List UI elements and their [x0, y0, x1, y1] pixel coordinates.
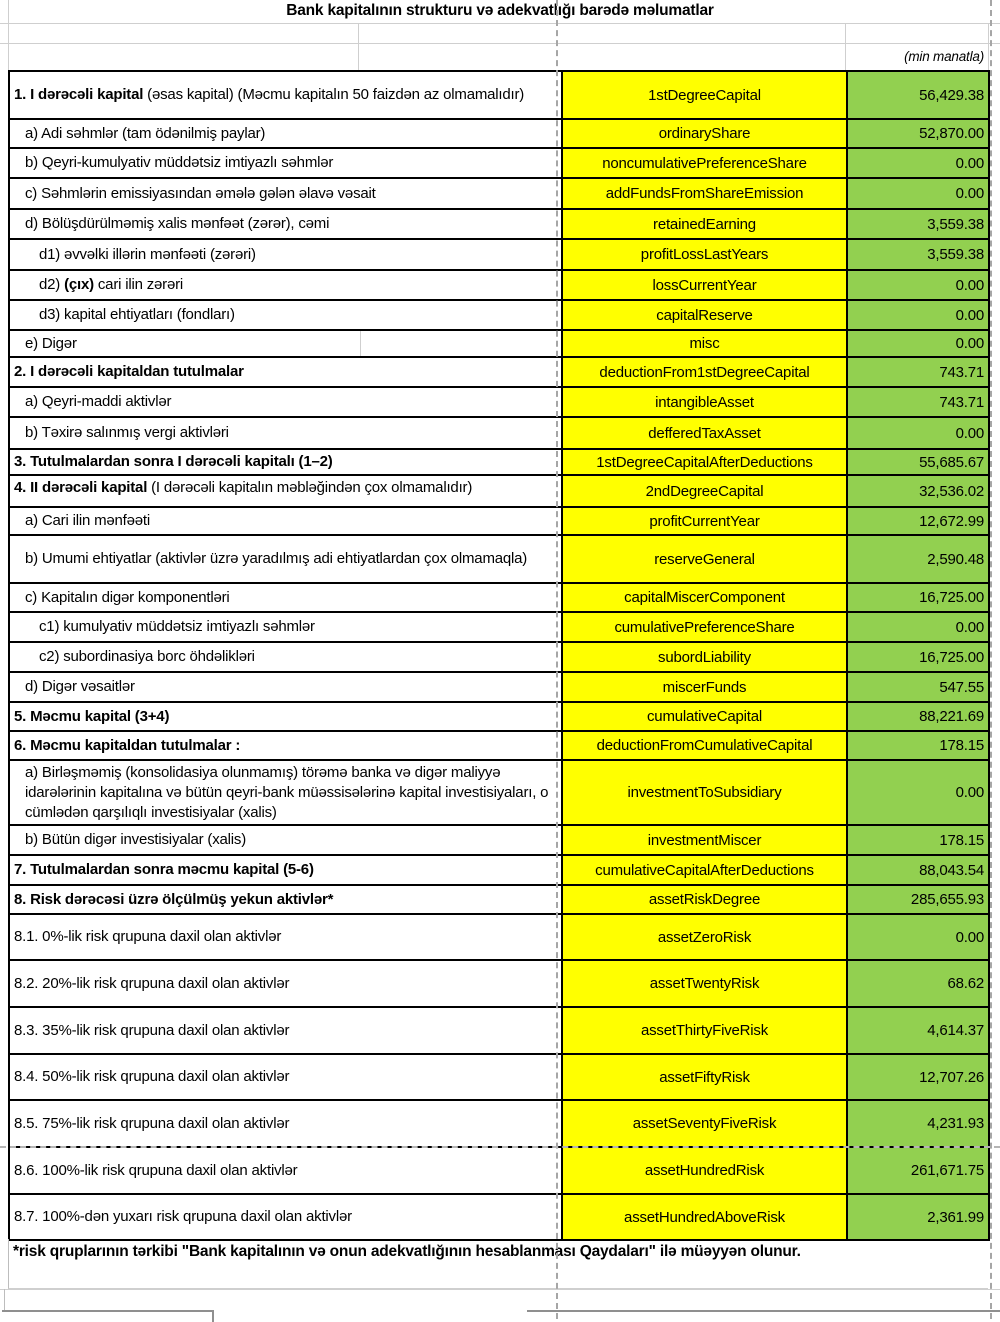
page-break-vertical	[556, 0, 558, 1319]
row-value: 0.00	[848, 418, 990, 448]
row-code: noncumulativePreferenceShare	[561, 149, 848, 177]
row-description-text: b) Qeyri-kumulyativ müddətsiz imtiyazlı səhmlər	[25, 154, 334, 171]
row-description-text: b) Təxirə salınmış vergi aktivləri	[25, 424, 229, 441]
gridline	[358, 23, 359, 70]
row-description-text: 8.2. 20%-lik risk qrupuna daxil olan aktivlər	[14, 974, 290, 992]
row-value: 68.62	[848, 961, 990, 1006]
row-description-text: d) Digər vəsaitlər	[25, 678, 135, 695]
table-row	[10, 331, 990, 358]
row-code: cumulativePreferenceShare	[561, 613, 848, 641]
row-description	[10, 961, 561, 1006]
row-description-text: (əsas kapital) (Məcmu kapitalın 50 faizdən az olmamalıdır)	[143, 86, 525, 103]
table-row	[10, 536, 990, 584]
row-description	[10, 856, 561, 884]
row-description	[10, 210, 561, 238]
row-description-text: 8.4. 50%-lik risk qrupuna daxil olan aktivlər	[14, 1068, 290, 1085]
row-description	[10, 301, 561, 329]
row-description-text: b) Umumi ehtiyatlar (aktivlər üzrə yaradılmış adi ehtiyatlardan çox olmamaqla)	[25, 550, 528, 567]
row-description	[10, 886, 561, 913]
row-description	[10, 703, 561, 730]
row-description-text: d1) əvvəlki illərin mənfəəti (zərəri)	[39, 245, 256, 263]
row-description	[10, 388, 561, 416]
row-description	[10, 673, 561, 701]
row-code: assetRiskDegree	[561, 886, 848, 913]
table-row	[10, 1008, 990, 1055]
row-value: 3,559.38	[848, 240, 990, 269]
table-row	[10, 301, 990, 331]
table-row	[10, 584, 990, 613]
row-description-text: a) Cari ilin mənfəəti	[25, 512, 151, 529]
row-description	[10, 584, 561, 611]
table-row	[10, 1148, 990, 1195]
table-row	[10, 703, 990, 732]
row-description-text: 8.7. 100%-dən yuxarı risk qrupuna daxil olan aktivlər	[14, 1208, 352, 1225]
table-row	[10, 508, 990, 536]
table-row	[10, 418, 990, 450]
row-code: assetHundredRisk	[561, 1148, 848, 1193]
row-value: 178.15	[848, 826, 990, 854]
table-row	[10, 886, 990, 915]
row-description	[10, 240, 561, 269]
row-code: defferedTaxAsset	[561, 418, 848, 448]
table-row	[10, 856, 990, 886]
table-row	[10, 240, 990, 271]
row-code: assetZeroRisk	[561, 915, 848, 959]
row-description	[10, 732, 561, 759]
row-code: miscerFunds	[561, 673, 848, 701]
row-code: intangibleAsset	[561, 388, 848, 416]
row-value: 52,870.00	[848, 120, 990, 147]
row-code: lossCurrentYear	[561, 271, 848, 299]
row-code: subordLiability	[561, 643, 848, 671]
footnote: *risk qruplarının tərkibi "Bank kapitalının və onun adekvatlığının hesablanması Qaydaları" ilə müəyyən olunur.	[8, 1239, 988, 1289]
gridline	[988, 23, 989, 70]
row-code: 2ndDegreeCapital	[561, 476, 848, 506]
row-code: misc	[561, 331, 848, 356]
gridline	[0, 23, 1000, 24]
row-description-text: e) Digər	[25, 334, 77, 352]
row-value: 547.55	[848, 673, 990, 701]
table-row	[10, 613, 990, 643]
row-description-text: c2) subordinasiya borc öhdəlikləri	[39, 648, 255, 665]
row-value: 2,361.99	[848, 1195, 990, 1239]
table-row	[10, 72, 990, 120]
row-description	[10, 508, 561, 534]
table-row	[10, 1055, 990, 1101]
row-value: 0.00	[848, 301, 990, 329]
row-value: 0.00	[848, 271, 990, 299]
row-value: 55,685.67	[848, 450, 990, 474]
gridline	[0, 43, 1000, 44]
table-row	[10, 673, 990, 703]
row-value: 0.00	[848, 761, 990, 824]
row-code: assetHundredAboveRisk	[561, 1195, 848, 1239]
row-value: 743.71	[848, 358, 990, 386]
row-description-text: c) Kapitalın digər komponentləri	[25, 588, 230, 606]
row-description-text: c1) kumulyativ müddətsiz imtiyazlı səhmlər	[39, 618, 315, 635]
table-row	[10, 761, 990, 826]
row-value: 0.00	[848, 179, 990, 208]
gridline	[4, 1289, 5, 1311]
row-code: investmentMiscer	[561, 826, 848, 854]
row-description	[10, 1195, 561, 1239]
row-value: 88,043.54	[848, 856, 990, 884]
row-value: 285,655.93	[848, 886, 990, 913]
row-description	[10, 476, 561, 506]
row-code: retainedEarning	[561, 210, 848, 238]
row-description-text: d) Bölüşdürülməmiş xalis mənfəət (zərər), cəmi	[25, 215, 330, 232]
table-row	[10, 271, 990, 301]
row-value: 56,429.38	[848, 72, 990, 118]
row-value: 88,221.69	[848, 703, 990, 730]
page-title: Bank kapitalının strukturu və adekvatlığı barədə məlumatlar	[286, 2, 714, 19]
row-description	[10, 450, 561, 474]
row-value: 16,725.00	[848, 643, 990, 671]
row-description	[10, 536, 561, 582]
row-description-text: 7. Tutulmalardan sonra məcmu kapital (5-6)	[14, 861, 314, 878]
row-value: 4,614.37	[848, 1008, 990, 1053]
row-code: 1stDegreeCapitalAfterDeductions	[561, 450, 848, 474]
next-row-cell-stub	[527, 1310, 1000, 1322]
row-code: cumulativeCapital	[561, 703, 848, 730]
row-code: assetThirtyFiveRisk	[561, 1008, 848, 1053]
row-description-text: 1. I dərəcəli kapital	[14, 86, 144, 103]
table-row	[10, 476, 990, 508]
table-row	[10, 915, 990, 961]
row-value: 16,725.00	[848, 584, 990, 611]
row-code: assetTwentyRisk	[561, 961, 848, 1006]
row-description	[10, 358, 561, 386]
row-value: 0.00	[848, 613, 990, 641]
row-value: 261,671.75	[848, 1148, 990, 1193]
row-description-text: 2. I dərəcəli kapitaldan tutulmalar	[14, 363, 244, 380]
row-code: deductionFromCumulativeCapital	[561, 732, 848, 759]
row-description-text: a) Birləşməmiş (konsolidasiya olunmamış) törəmə banka və digər maliyyə idarələrinin kapitalına və bütün qeyri-bank müəssisələrinə kapital investisiyaları, o cümlədən qarşılıqlı investisiyalar (xalis)	[25, 763, 549, 821]
row-code: 1stDegreeCapital	[561, 72, 848, 118]
row-description	[10, 1055, 561, 1099]
row-code: addFundsFromShareEmission	[561, 179, 848, 208]
row-description-text: b) Bütün digər investisiyalar (xalis)	[25, 831, 247, 848]
row-description	[10, 120, 561, 147]
table-row	[10, 1101, 990, 1148]
row-code: ordinaryShare	[561, 120, 848, 147]
row-description-text: c) Səhmlərin emissiyasından əmələ gələn əlavə vəsait	[25, 184, 376, 202]
row-code: profitLossLastYears	[561, 240, 848, 269]
row-value: 2,590.48	[848, 536, 990, 582]
row-description-text: d3) kapital ehtiyatları (fondları)	[39, 306, 235, 323]
capital-table	[8, 70, 990, 1241]
table-row	[10, 179, 990, 210]
row-description-text: 8.5. 75%-lik risk qrupuna daxil olan aktivlər	[14, 1114, 290, 1132]
row-value: 3,559.38	[848, 210, 990, 238]
row-description-text: (I dərəcəli kapitalın məbləğindən çox olmamalıdır)	[147, 478, 473, 496]
row-description-text: a) Adi səhmlər (tam ödənilmiş paylar)	[25, 124, 266, 142]
row-value: 12,672.99	[848, 508, 990, 534]
table-row	[10, 961, 990, 1008]
row-description-text: a) Qeyri-maddi aktivlər	[25, 393, 172, 410]
row-description	[10, 613, 561, 641]
row-value: 32,536.02	[848, 476, 990, 506]
row-code: profitCurrentYear	[561, 508, 848, 534]
table-row	[10, 826, 990, 856]
row-value: 12,707.26	[848, 1055, 990, 1099]
row-description	[10, 418, 561, 448]
row-code: deductionFrom1stDegreeCapital	[561, 358, 848, 386]
row-description-text: (çıx)	[64, 276, 94, 293]
row-code: assetFiftyRisk	[561, 1055, 848, 1099]
table-row	[10, 643, 990, 673]
page-break-vertical	[990, 0, 992, 1319]
row-description	[10, 271, 561, 299]
table-row	[10, 388, 990, 418]
row-code: reserveGeneral	[561, 536, 848, 582]
row-code: assetSeventyFiveRisk	[561, 1101, 848, 1146]
row-description-text: 3. Tutulmalardan sonra I dərəcəli kapitalı (1–2)	[14, 453, 333, 470]
row-code: cumulativeCapitalAfterDeductions	[561, 856, 848, 884]
row-code: investmentToSubsidiary	[561, 761, 848, 824]
row-value: 0.00	[848, 331, 990, 356]
row-description-text: 8.3. 35%-lik risk qrupuna daxil olan aktivlər	[14, 1021, 290, 1039]
row-value: 178.15	[848, 732, 990, 759]
row-code: capitalReserve	[561, 301, 848, 329]
table-row	[10, 450, 990, 476]
row-description-text: 4. II dərəcəli kapital	[14, 478, 148, 496]
row-description	[10, 179, 561, 208]
page-break-horizontal	[0, 1146, 1000, 1148]
row-description	[10, 643, 561, 671]
row-description-text: 5. Məcmu kapital (3+4)	[14, 707, 170, 725]
row-description-text: 8.6. 100%-lik risk qrupuna daxil olan aktivlər	[14, 1161, 298, 1179]
row-description	[10, 761, 561, 824]
table-row	[10, 120, 990, 149]
row-description	[10, 72, 561, 118]
unit-note: (min manatla)	[904, 49, 984, 64]
row-code: capitalMiscerComponent	[561, 584, 848, 611]
row-description	[10, 1101, 561, 1146]
next-row-cell-stub	[2, 1310, 214, 1322]
gridline	[8, 0, 9, 70]
table-row	[10, 210, 990, 240]
row-description-text: cari ilin zərəri	[93, 276, 184, 293]
row-description	[10, 149, 561, 177]
row-description	[10, 915, 561, 959]
gridline	[0, 1289, 1000, 1290]
row-description	[10, 1148, 561, 1193]
row-description-text: 6. Məcmu kapitaldan tutulmalar :	[14, 736, 241, 754]
table-row	[10, 732, 990, 761]
table-row	[10, 358, 990, 388]
row-value: 743.71	[848, 388, 990, 416]
row-description	[10, 331, 561, 356]
row-description-text: d2)	[39, 276, 65, 293]
table-row	[10, 1195, 990, 1241]
row-value: 0.00	[848, 915, 990, 959]
row-value: 4,231.93	[848, 1101, 990, 1146]
row-value: 0.00	[848, 149, 990, 177]
row-description	[10, 1008, 561, 1053]
row-description	[10, 826, 561, 854]
row-description-text: 8. Risk dərəcəsi üzrə ölçülmüş yekun aktivlər*	[14, 890, 334, 908]
row-description-text: 8.1. 0%-lik risk qrupuna daxil olan aktivlər	[14, 928, 282, 945]
table-row	[10, 149, 990, 179]
